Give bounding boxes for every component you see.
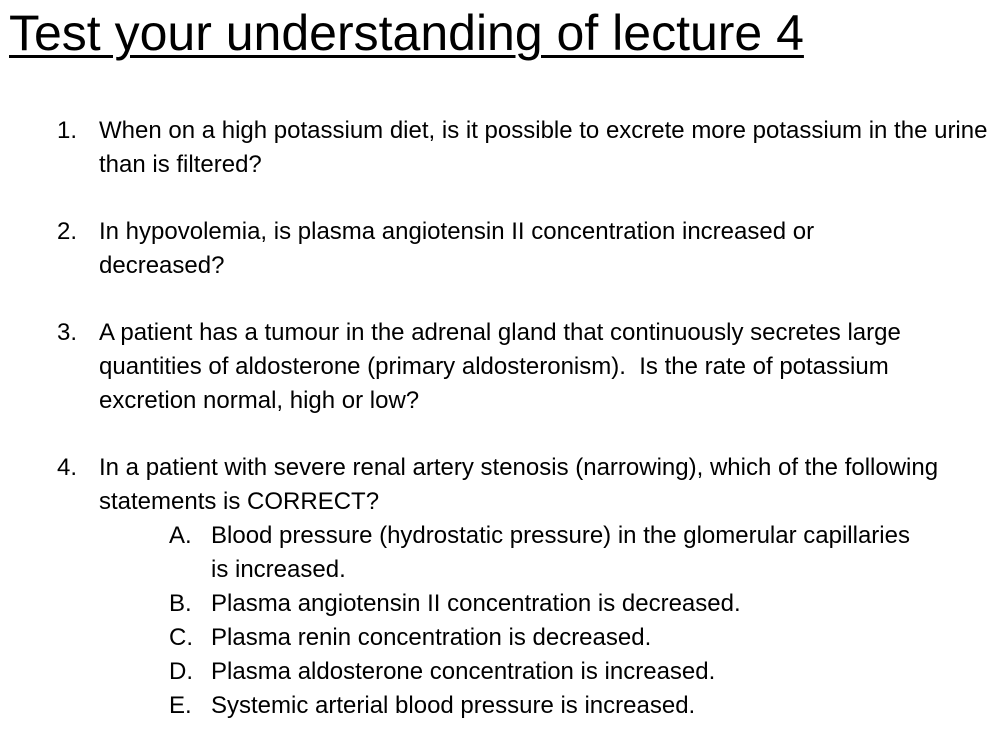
question-text: A patient has a tumour in the adrenal gland that continuously secretes large quantities of aldosterone (primary aldosteronism). Is the rate of potassium excretion normal, high or low?	[99, 319, 908, 414]
answer-option-c	[99, 621, 996, 655]
question-number: 3.	[57, 319, 78, 346]
option-letter: D.	[169, 658, 193, 685]
question-list	[0, 114, 1004, 756]
question-text: In a patient with severe renal artery stenosis (narrowing), which of the following statements is CORRECT?	[99, 454, 939, 515]
option-letter: B.	[169, 590, 192, 617]
option-letter: E.	[169, 692, 192, 719]
option-text: Systemic arterial blood pressure is increased.	[211, 692, 696, 719]
option-text: Blood pressure (hydrostatic pressure) in the glomerular capillaries is increased.	[211, 522, 910, 583]
question-number: 1.	[57, 117, 78, 144]
question-text: When on a high potassium diet, is it possible to excrete more potassium in the urine than is filtered?	[99, 117, 988, 178]
option-letter: C.	[169, 624, 193, 651]
question-text: In hypovolemia, is plasma angiotensin II concentration increased or decreased?	[99, 218, 815, 279]
slide-title: Test your understanding of lecture 4	[9, 5, 804, 61]
question-3	[0, 316, 1004, 418]
question-1	[0, 114, 1004, 182]
answer-option-b	[99, 587, 996, 621]
answer-option-a	[99, 519, 996, 587]
answer-options	[99, 519, 996, 723]
option-text: Plasma aldosterone concentration is increased.	[211, 658, 716, 685]
option-letter: A.	[169, 522, 192, 549]
question-4	[0, 451, 1004, 723]
answer-option-d	[99, 655, 996, 689]
question-number: 4.	[57, 454, 78, 481]
answer-option-e	[99, 689, 996, 723]
question-number: 2.	[57, 218, 78, 245]
option-text: Plasma renin concentration is decreased.	[211, 624, 652, 651]
option-text: Plasma angiotensin II concentration is decreased.	[211, 590, 741, 617]
question-2	[0, 215, 1004, 283]
